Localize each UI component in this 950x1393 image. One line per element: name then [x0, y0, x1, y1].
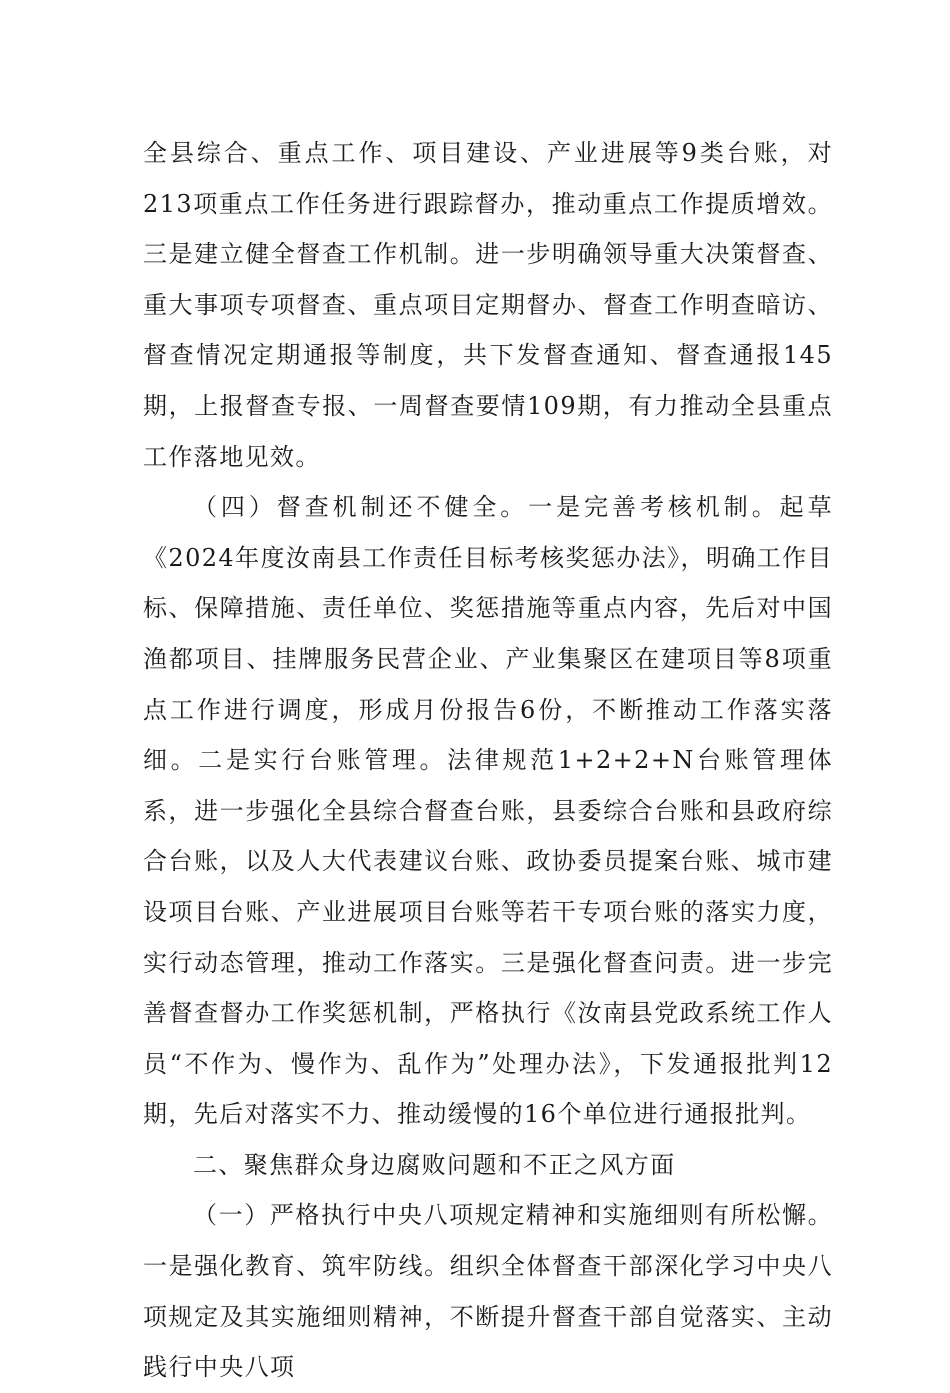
document-body [143, 128, 833, 1393]
paragraph-eight-regulations: （一）严格执行中央八项规定精神和实施细则有所松懈。一是强化教育、筑牢防线。组织全体督查干部深化学习中央八项规定及其实施细则精神，不断提升督查干部自觉落实、主动践行中央八项 [143, 1201, 833, 1382]
paragraph-supervision-mechanism: （四）督查机制还不健全。一是完善考核机制。起草《2024年度汝南县工作责任目标考核奖惩办法》，明确工作目标、保障措施、责任单位、奖惩措施等重点内容，先后对中国渔都项目、挂牌服务民营企业、产业集聚区在建项目等8项重点工作进行调度，形成月份报告6份，不断推动工作落实落细。二是实行台账管理。法律规范1+2+2+N台账管理体系，进一步强化全县综合督查台账，县委综合台账和县政府综合台账，以及人大代表建议台账、政协委员提案台账、城市建设项目台账、产业进展项目台账等若干专项台账的落实力度，实行动态管理，推动工作落实。三是强化督查问责。进一步完善督查督办工作奖惩机制，严格执行《汝南县党政系统工作人员“不作为、慢作为、乱作为”处理办法》，下发通报批判12期，先后对落实不力、推动缓慢的16个单位进行通报批判。 [143, 493, 833, 1129]
section-heading-corruption: 二、聚焦群众身边腐败问题和不正之风方面 [193, 1150, 676, 1179]
paragraph-continuation: 全县综合、重点工作、项目建设、产业进展等9类台账，对213项重点工作任务进行跟踪督办，推动重点工作提质增效。三是建立健全督查工作机制。进一步明确领导重大决策督查、重大事项专项督查、重点项目定期督办、督查工作明查暗访、督查情况定期通报等制度，共下发督查通知、督查通报145期，上报督查专报、一周督查要情109期，有力推动全县重点工作落地见效。 [143, 139, 833, 471]
